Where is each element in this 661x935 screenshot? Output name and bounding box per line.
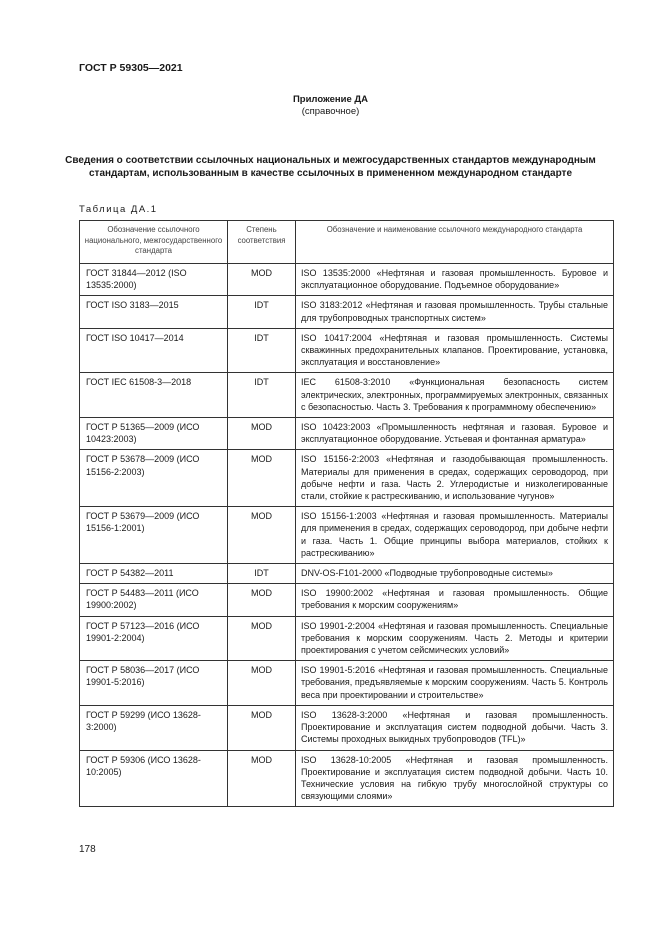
table-row <box>80 705 614 750</box>
standard-designation-cell: ГОСТ Р 54483—2011 (ИСО 19900:2002) <box>80 584 228 616</box>
international-standard-cell: ISO 3183:2012 «Нефтяная и газовая промышленность. Трубы стальные для трубопроводных транспортных систем» <box>296 296 614 328</box>
table-row <box>80 507 614 564</box>
correspondence-degree-cell: MOD <box>228 450 296 507</box>
standard-designation-cell: ГОСТ Р 59306 (ИСО 13628-10:2005) <box>80 750 228 807</box>
page-number: 178 <box>79 844 96 855</box>
international-standard-cell: ISO 19901-5:2016 «Нефтяная и газовая промышленность. Специальные требования, предъявляемые к морским сооружениям. Часть 5. Контроль веса при проектировании и строительстве» <box>296 661 614 706</box>
standard-code: ГОСТ Р 59305—2021 <box>79 62 183 74</box>
table-label: Таблица ДА.1 <box>79 204 158 215</box>
appendix-heading <box>0 94 661 118</box>
table-row <box>80 750 614 807</box>
correspondence-degree-cell: MOD <box>228 507 296 564</box>
standard-designation-cell: ГОСТ Р 59299 (ИСО 13628-3:2000) <box>80 705 228 750</box>
standard-designation-cell: ГОСТ Р 58036—2017 (ИСО 19901-5:2016) <box>80 661 228 706</box>
document-title: Сведения о соответствии ссылочных национальных и межгосударственных стандартов международным стандартам, использованным в качестве ссылочных в примененном международном стандарте <box>65 155 596 179</box>
table-row <box>80 564 614 584</box>
correspondence-degree-cell: MOD <box>228 705 296 750</box>
table-row <box>80 450 614 507</box>
correspondence-degree-cell: IDT <box>228 328 296 373</box>
correspondence-degree-cell: IDT <box>228 296 296 328</box>
table-row <box>80 418 614 450</box>
international-standard-cell: ISO 13628-10:2005 «Нефтяная и газовая промышленность. Проектирование и эксплуатация систем подводной добычи. Часть 10. Технические условия на гибкую трубу многослойной структуры со связующими слоями» <box>296 750 614 807</box>
column-header-international-standard: Обозначение и наименование ссылочного международного стандарта <box>296 221 614 264</box>
correspondence-degree-cell: MOD <box>228 616 296 661</box>
table-body <box>80 264 614 807</box>
correspondence-degree-cell: MOD <box>228 418 296 450</box>
table-row <box>80 264 614 296</box>
standard-designation-cell: ГОСТ IEC 61508-3—2018 <box>80 373 228 418</box>
standard-designation-cell: ГОСТ Р 54382—2011 <box>80 564 228 584</box>
correspondence-table <box>79 220 614 807</box>
column-header-degree: Степень соответствия <box>228 221 296 264</box>
international-standard-cell: ISO 10423:2003 «Промышленность нефтяная и газовая. Буровое и эксплуатационное оборудование. Устьевая и фонтанная арматура» <box>296 418 614 450</box>
table-row <box>80 661 614 706</box>
international-standard-cell: ISO 10417:2004 «Нефтяная и газовая промышленность. Системы скважинных предохранительных клапанов. Проектирование, установка, эксплуатация и восстановление» <box>296 328 614 373</box>
correspondence-degree-cell: MOD <box>228 584 296 616</box>
column-header-designation: Обозначение ссылочного национального, межгосударственного стандарта <box>80 221 228 264</box>
appendix-subtitle: (справочное) <box>301 106 360 117</box>
standard-designation-cell: ГОСТ Р 53678—2009 (ИСО 15156-2:2003) <box>80 450 228 507</box>
international-standard-cell: IEC 61508-3:2010 «Функциональная безопасность систем электрических, электронных, программируемых электронных, связанных с безопасностью. Часть 3. Требования к программному обеспечению» <box>296 373 614 418</box>
table-header-row <box>80 221 614 264</box>
table-row <box>80 373 614 418</box>
table-row <box>80 328 614 373</box>
international-standard-cell: ISO 15156-2:2003 «Нефтяная и газодобывающая промышленность. Материалы для применения в средах, содержащих сероводород, при добыче нефти и газа. Часть 2. Углеродистые и низколегированные стали, стойкие к растрескиванию, и использование чугунов» <box>296 450 614 507</box>
international-standard-cell: ISO 13535:2000 «Нефтяная и газовая промышленность. Буровое и эксплуатационное оборудование. Подъемное оборудование» <box>296 264 614 296</box>
correspondence-degree-cell: MOD <box>228 661 296 706</box>
standard-designation-cell: ГОСТ Р 57123—2016 (ИСО 19901-2:2004) <box>80 616 228 661</box>
standard-designation-cell: ГОСТ Р 53679—2009 (ИСО 15156-1:2001) <box>80 507 228 564</box>
correspondence-degree-cell: IDT <box>228 373 296 418</box>
international-standard-cell: ISO 19900:2002 «Нефтяная и газовая промышленность. Общие требования к морским сооружениям» <box>296 584 614 616</box>
correspondence-degree-cell: MOD <box>228 750 296 807</box>
correspondence-degree-cell: MOD <box>228 264 296 296</box>
international-standard-cell: ISO 19901-2:2004 «Нефтяная и газовая промышленность. Специальные требования к морским сооружениям. Часть 2. Методы и критерии проектирования с учетом сейсмических условий» <box>296 616 614 661</box>
standard-designation-cell: ГОСТ Р 51365—2009 (ИСО 10423:2003) <box>80 418 228 450</box>
table-row <box>80 584 614 616</box>
table-row <box>80 296 614 328</box>
standard-designation-cell: ГОСТ ISO 10417—2014 <box>80 328 228 373</box>
standard-designation-cell: ГОСТ ISO 3183—2015 <box>80 296 228 328</box>
international-standard-cell: DNV-OS-F101-2000 «Подводные трубопроводные системы» <box>296 564 614 584</box>
international-standard-cell: ISO 13628-3:2000 «Нефтяная и газовая промышленность. Проектирование и эксплуатация систем подводной добычи. Часть 3. Системы проходных выкидных трубопроводов (TFL)» <box>296 705 614 750</box>
standard-designation-cell: ГОСТ 31844—2012 (ISO 13535:2000) <box>80 264 228 296</box>
correspondence-degree-cell: IDT <box>228 564 296 584</box>
appendix-title: Приложение ДА <box>292 94 369 105</box>
international-standard-cell: ISO 15156-1:2003 «Нефтяная и газовая промышленность. Материалы для применения в средах, содержащих сероводород, при добыче нефти и газа. Часть 1. Общие принципы выбора материалов, стойких к растрескиванию» <box>296 507 614 564</box>
table-row <box>80 616 614 661</box>
